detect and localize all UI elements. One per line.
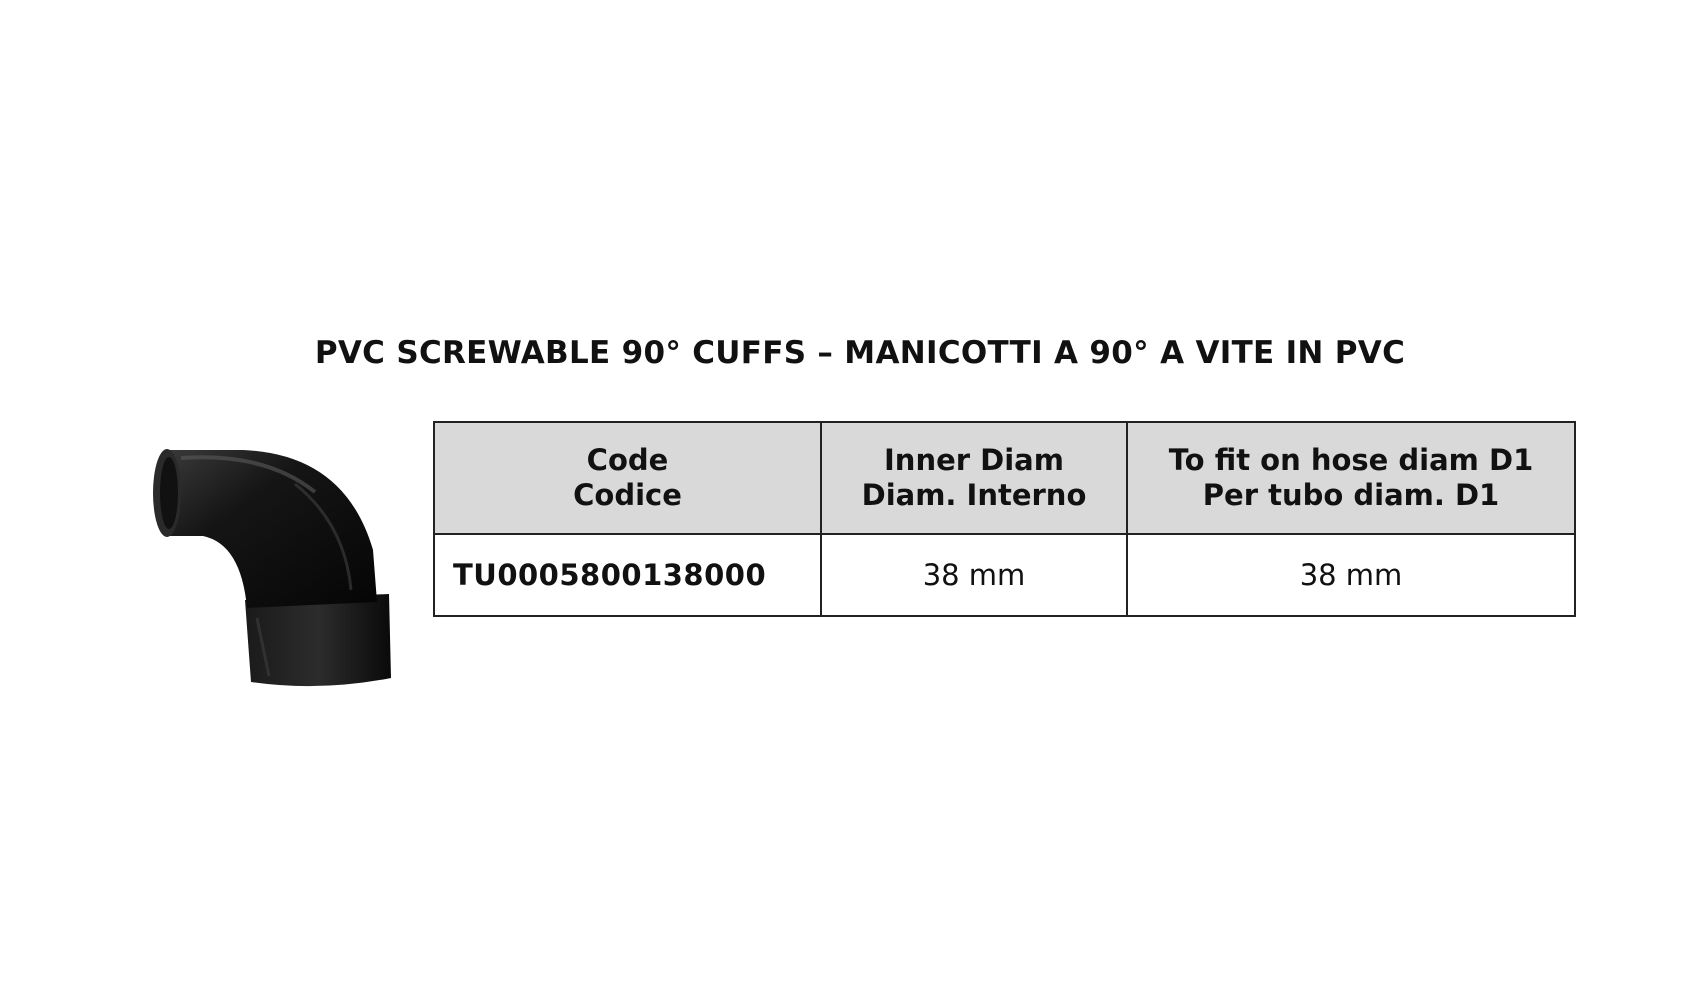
cell-code: TU0005800138000: [434, 534, 821, 616]
header-code: [434, 422, 821, 534]
header-hose-diameter: [1127, 422, 1575, 534]
table-header-row: [434, 422, 1575, 534]
table-row: [434, 534, 1575, 616]
header-inner-diameter: [821, 422, 1127, 534]
header-label-it: Codice: [573, 478, 682, 512]
header-label-en: To fit on hose diam D1: [1168, 443, 1534, 477]
header-label-it: Diam. Interno: [861, 478, 1087, 512]
pvc-elbow-cuff-image: [145, 440, 405, 700]
cell-inner-diameter: 38 mm: [821, 534, 1127, 616]
header-label-en: Code: [586, 443, 669, 477]
header-label-en: Inner Diam: [884, 443, 1064, 477]
specification-table: [433, 421, 1576, 617]
cell-hose-diameter: 38 mm: [1127, 534, 1575, 616]
page-title: PVC SCREWABLE 90° CUFFS – MANICOTTI A 90° A VITE IN PVC: [314, 335, 1406, 371]
header-label-it: Per tubo diam. D1: [1202, 478, 1500, 512]
